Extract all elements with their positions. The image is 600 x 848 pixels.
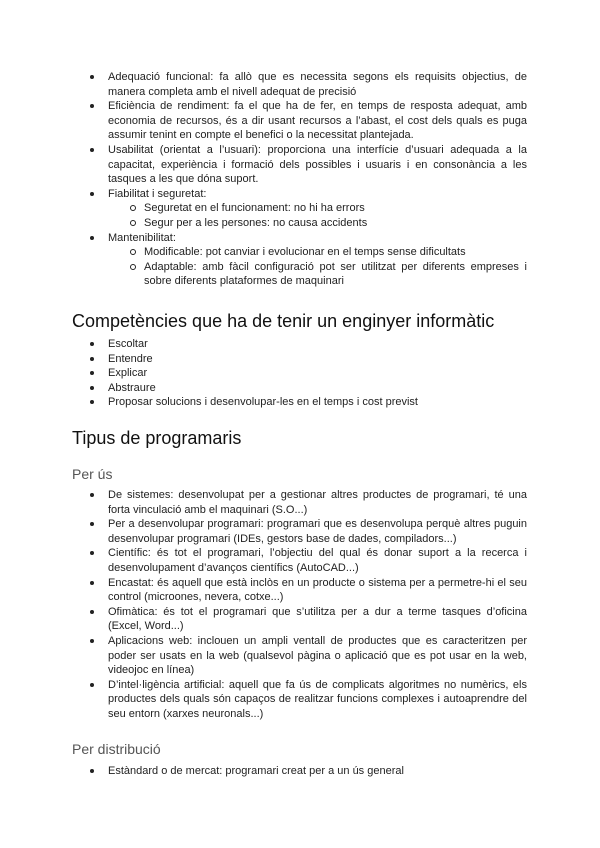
list-item: Abstraure: [0, 381, 527, 396]
bullet-icon: [90, 75, 94, 79]
list-item: Científic: és tot el programari, l’objectiu del qual és donar suport a la recerca i desenvolupament d’avanços científics (AutoCAD...): [0, 546, 527, 575]
competencies-list: [0, 337, 600, 410]
bullet-icon: [90, 769, 94, 773]
by-use-heading: Per ús: [72, 466, 113, 482]
list-item: Ofimàtica: és tot el programari que s’utilitza per a dur a terme tasques d’oficina (Excel, Word...): [0, 605, 527, 634]
bullet-icon: [90, 342, 94, 346]
list-item: Proposar solucions i desenvolupar-les en el temps i cost previst: [0, 395, 527, 410]
bullet-icon: [90, 386, 94, 390]
by-use-heading-wrap: [0, 465, 600, 483]
by-distribution-heading-wrap: [0, 740, 600, 758]
list-item: Usabilitat (orientat a l’usuari): proporciona una interfície d’usuari adequada a la capacitat, experiència i formació dels possibles i usuaris i en consonància a les tasques a les que dóna suport.: [0, 143, 527, 187]
list-item: Estàndard o de mercat: programari creat per a un ús general: [0, 764, 527, 779]
list-item: Aplicacions web: inclouen un ampli ventall de productes que es caracteritzen per poder ser usats en la web (qualsevol pàgina o aplicació que es pot usar en la web, videojoc en línea): [0, 634, 527, 678]
by-distribution-heading: Per distribució: [72, 741, 161, 757]
bullet-icon: [90, 551, 94, 555]
list-item: De sistemes: desenvolupat per a gestionar altres productes de programari, té una forta vinculació amb el maquinari (S.O...): [0, 488, 527, 517]
competencies-heading: Competències que ha de tenir un enginyer informàtic: [72, 311, 495, 331]
software-types-section: [0, 427, 600, 449]
list-item: Adequació funcional: fa allò que es necessita segons els requisits objectius, de manera completa amb el nivell adequat de precisió: [0, 70, 527, 99]
bullet-icon: [90, 192, 94, 196]
hollow-bullet-icon: [130, 264, 136, 270]
by-use-list-wrap: [0, 488, 600, 722]
list-item: Entendre: [0, 352, 527, 367]
bullet-icon: [90, 357, 94, 361]
by-use-list: [0, 488, 600, 722]
sub-list-item: Adaptable: amb fàcil configuració pot ser utilitzat per diferents empreses i sobre diferents plataformes de maquinari: [0, 260, 527, 289]
sub-list-item: Seguretat en el funcionament: no hi ha errors: [0, 201, 527, 216]
bullet-icon: [90, 371, 94, 375]
list-item: D’intel·ligència artificial: aquell que fa ús de complicats algoritmes no numèrics, els productes dels quals són capaços de realitzar funcions complexes i autoaprendre del seu entorn (xarxes neuronals...): [0, 678, 527, 722]
hollow-bullet-icon: [130, 220, 136, 226]
hollow-bullet-icon: [130, 249, 136, 255]
bullet-icon: [90, 493, 94, 497]
by-distribution-list: [0, 764, 600, 779]
bullet-icon: [90, 610, 94, 614]
bullet-icon: [90, 683, 94, 687]
quality-criteria-list: [0, 70, 600, 289]
list-item: Per a desenvolupar programari: programari que es desenvolupa perquè altres puguin desenvolupar programari (IDEs, gestors base de dades, compiladors...): [0, 517, 527, 546]
competencies-list-wrap: [0, 337, 600, 410]
list-item: Encastat: és aquell que està inclòs en un producte o sistema per a permetre-hi el seu control (microones, nevera, cotxe...): [0, 576, 527, 605]
software-types-heading: Tipus de programaris: [72, 428, 242, 448]
bullet-icon: [90, 104, 94, 108]
bullet-icon: [90, 236, 94, 240]
list-item: Fiabilitat i seguretat:: [0, 187, 527, 202]
bullet-icon: [90, 639, 94, 643]
bullet-icon: [90, 400, 94, 404]
quality-criteria-section: [0, 70, 600, 289]
list-item: Mantenibilitat:: [0, 231, 527, 246]
list-item: Escoltar: [0, 337, 527, 352]
list-item: Eficiència de rendiment: fa el que ha de fer, en temps de resposta adequat, amb economia de recursos, és a dir usant recursos a l’abast, el cost dels quals es puga assumir tenint en compte el benefici o la necessitat plantejada.: [0, 99, 527, 143]
hollow-bullet-icon: [130, 205, 136, 211]
sub-list-item: Modificable: pot canviar i evolucionar en el temps sense dificultats: [0, 245, 527, 260]
list-item: Explicar: [0, 366, 527, 381]
competencies-section: [0, 310, 600, 332]
bullet-icon: [90, 148, 94, 152]
bullet-icon: [90, 522, 94, 526]
by-distribution-list-wrap: [0, 764, 600, 779]
bullet-icon: [90, 581, 94, 585]
sub-list-item: Segur per a les persones: no causa accidents: [0, 216, 527, 231]
